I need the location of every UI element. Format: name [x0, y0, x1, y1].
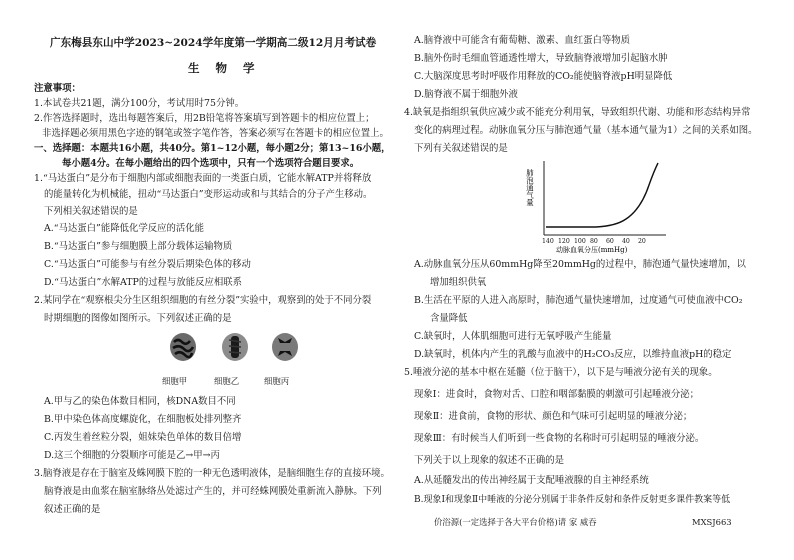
question-4-option-a: A.动脉血氧分压从60mmHg降至20mmHg的过程中，肺泡通气量快速增加，以: [414, 259, 746, 270]
question-3-stem: 脑脊液是由血浆在脑室脉络丛处滤过产生的，并可经蛛网膜处重新流入静脉。下列: [44, 486, 382, 497]
question-5-phenomenon: 现象Ⅰ：进食时，食物对舌、口腔和咽部黏膜的刺激可引起唾液分泌；: [414, 389, 699, 400]
question-4-option-a-cont: 增加组织供氧: [430, 277, 487, 288]
question-1-stem: 1.“马达蛋白”是分布于细胞内部或细胞表面的一类蛋白质，它能水解ATP并将释放: [34, 173, 372, 184]
question-3-option-c: C.大脑深度思考时呼吸作用释放的CO₂能使脑脊液pH明显降低: [414, 71, 673, 82]
question-4-option-b-cont: 含量降低: [430, 313, 468, 324]
question-3-option-d: D.脑脊液不属于细胞外液: [414, 89, 518, 100]
question-1-stem: 的能量转化为机械能，扭动“马达蛋白”变形运动或和与其结合的分子产生移动。: [44, 189, 373, 200]
subject-title: 生 物 学: [188, 61, 261, 75]
chart-tick: 120: [558, 238, 570, 245]
question-5-phenomenon: 现象Ⅱ：进食前，食物的形状、颜色和气味可引起明显的唾液分泌；: [414, 411, 693, 422]
oxygen-ventilation-chart: [516, 155, 706, 255]
question-5-prompt: 下列关于以上现象的叙述不正确的是: [414, 455, 565, 466]
question-4-stem: 变化的病理过程。动脉血氧分压与肺泡通气量（基本通气量为1）之间的关系如图。: [414, 125, 758, 136]
question-5-option-a: A.从延髓发出的传出神经属于支配唾液腺的自主神经系统: [414, 475, 649, 486]
footer-text: 价浴源(一定选择于各大平台价格)请 家 威吞: [434, 517, 597, 527]
note-line: 2.作答选择题时，选出每题答案后，用2B铅笔将答案填写到答题卡的相应位置上；: [34, 113, 375, 124]
question-1-option-c: C.“马达蛋白”可能参与有丝分裂后期染色体的移动: [44, 259, 251, 270]
question-1-option-a: A.“马达蛋白”能降低化学反应的活化能: [44, 223, 204, 234]
footer-code: MXSJ663: [692, 517, 732, 527]
question-2-stem: 时期细胞的图像如图所示。下列叙述正确的是: [44, 313, 232, 324]
left-column: [34, 0, 391, 560]
note-line: 1.本试卷共21题，满分100分，考试用时75分钟。: [34, 98, 245, 109]
question-2-option-b: B.甲中染色体高度螺旋化，在细胞板处排列整齐: [44, 414, 242, 425]
question-2-stem: 2.某同学在“观察根尖分生区组织细胞的有丝分裂”实验中，观察到的处于不同分裂: [34, 295, 372, 306]
cell-jia-image: [168, 332, 198, 362]
cell-label: 细胞乙: [214, 376, 240, 386]
chart-svg: [516, 155, 706, 255]
question-4-option-b: B.生活在平原的人进入高原时，肺泡通气量快速增加，过度通气可使血液中CO₂: [414, 295, 743, 306]
question-1-option-b: B.“马达蛋白”参与细胞膜上部分载体运输物质: [44, 241, 233, 252]
section-heading: 每小题4分。在每小题给出的四个选项中，只有一个选项符合题目要求。: [62, 158, 360, 169]
cell-label: 细胞甲: [162, 376, 188, 386]
question-3-option-b: B.脑外伤时毛细血管通透性增大，导致脑脊液增加引起脑水肿: [414, 53, 668, 64]
chart-x-label: 动脉血氧分压(mmHg): [556, 246, 628, 254]
section-heading: 一、选择题：本题共16小题，共40分。第1~12小题，每小题2分；第13~16小题，: [34, 143, 391, 154]
chart-curve: [546, 163, 658, 227]
chart-tick: 140: [542, 238, 554, 245]
chart-tick: 20: [638, 238, 646, 245]
note-line: 非选择题必须用黑色字迹的钢笔或签字笔作答，答案必须写在答题卡的相应位置上。: [42, 128, 389, 139]
question-4-option-d: D.缺氧时，机体内产生的乳酸与血液中的H₂CO₃反应，以维持血液pH的稳定: [414, 349, 732, 360]
cell-bing-image: [270, 332, 300, 362]
question-2-option-d: D.这三个细胞的分裂顺序可能是乙→甲→丙: [44, 450, 220, 461]
question-3-option-a: A.脑脊液中可能含有葡萄糖、激素、血红蛋白等物质: [414, 35, 631, 46]
chart-tick: 40: [622, 238, 630, 245]
exam-title: 广东梅县东山中学2023~2024学年度第一学期高二级12月月考试卷: [50, 37, 377, 49]
question-4-stem: 4.缺氧是指组织氧供应减少或不能充分利用氧，导致组织代谢、功能和形态结构异常: [404, 107, 751, 118]
chart-tick: 60: [606, 238, 614, 245]
cell-yi-image: [220, 332, 250, 362]
question-4-option-c: C.缺氧时，人体肌细胞可进行无氧呼吸产生能量: [414, 331, 612, 342]
question-5-option-b: B.现象Ⅰ和现象Ⅱ中唾液的分泌分别属于非条件反射和条件反射更多课件教案等低: [414, 495, 731, 505]
cell-label: 细胞丙: [264, 376, 290, 386]
question-3-stem: 叙述正确的是: [44, 504, 101, 515]
chart-tick: 100: [574, 238, 586, 245]
question-4-stem: 下列有关叙述错误的是: [414, 143, 508, 154]
question-5-stem: 5.唾液分泌的基本中枢在延髓（位于脑干），以下是与唾液分泌有关的现象。: [404, 367, 718, 378]
right-column: [404, 0, 772, 560]
question-1-stem: 下列相关叙述错误的是: [44, 206, 138, 217]
cell-division-figure: [162, 332, 312, 392]
question-2-option-a: A.甲与乙的染色体数目相同，核DNA数目不同: [44, 396, 236, 407]
question-3-stem: 3.脑脊液是存在于脑室及蛛网膜下腔的一种无色透明液体，是脑细胞生存的直接环境。: [34, 468, 390, 479]
notes-heading: 注意事项：: [34, 83, 81, 94]
chart-tick: 80: [590, 238, 598, 245]
question-5-phenomenon: 现象Ⅲ：有时候当人们听到一些食物的名称时可引起明显的唾液分泌。: [414, 433, 705, 444]
question-2-option-c: C.丙发生着丝粒分裂，姐妹染色单体的数目倍增: [44, 432, 242, 443]
chart-y-label: 肺泡通气量: [525, 169, 535, 206]
question-1-option-d: D.“马达蛋白”水解ATP的过程与放能反应相联系: [44, 277, 242, 288]
